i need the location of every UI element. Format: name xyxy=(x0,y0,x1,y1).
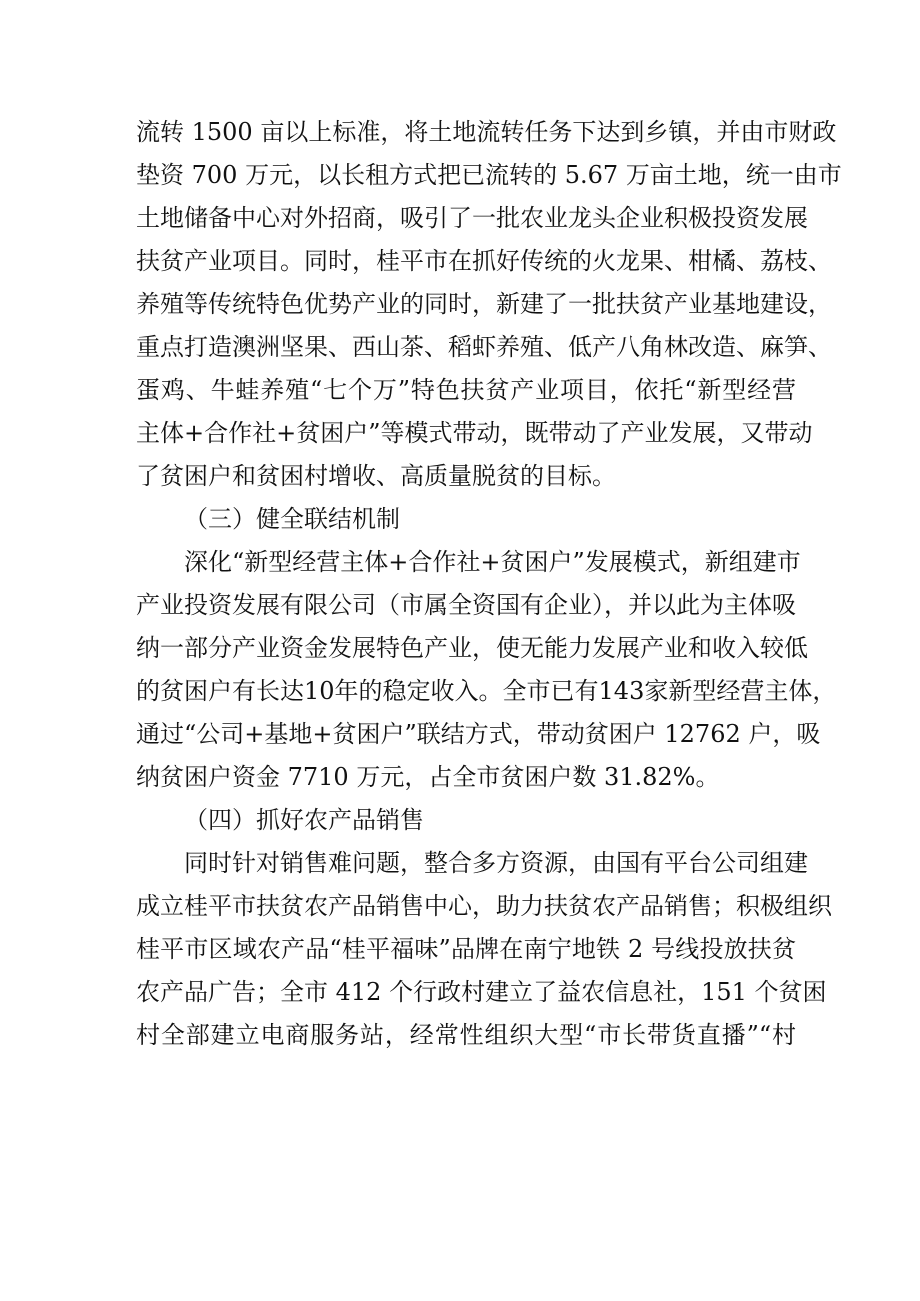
body-line: 农产品广告；全市 412 个行政村建立了益农信息社，151 个贫困 xyxy=(136,978,827,1006)
body-line: 扶贫产业项目。同时，桂平市在抓好传统的火龙果、柑橘、荔枝、 xyxy=(136,247,832,275)
body-line: 主体+合作社+贫困户”等模式带动，既带动了产业发展，又带动 xyxy=(136,419,813,447)
body-line: 产业投资发展有限公司（市属全资国有企业），并以此为主体吸 xyxy=(136,591,796,619)
body-line: 了贫困户和贫困村增收、高质量脱贫的目标。 xyxy=(136,462,616,490)
body-line: 重点打造澳洲坚果、西山茶、稻虾养殖、低产八角林改造、麻笋、 xyxy=(136,333,832,361)
body-line: 的贫困户有长达10年的稳定收入。全市已有143家新型经营主体， xyxy=(136,677,837,705)
body-line: 蛋鸡、牛蛙养殖“七个万”特色扶贫产业项目，依托“新型经营 xyxy=(136,376,796,404)
body-line: 纳贫困户资金 7710 万元，占全市贫困户数 31.82%。 xyxy=(136,763,720,791)
section-heading: （三）健全联结机制 xyxy=(184,505,400,533)
body-line: 通过“公司+基地+贫困户”联结方式，带动贫困户 12762 户，吸 xyxy=(136,720,821,748)
body-line: 纳一部分产业资金发展特色产业，使无能力发展产业和收入较低 xyxy=(136,634,808,662)
body-line: 成立桂平市扶贫农产品销售中心，助力扶贫农产品销售；积极组织 xyxy=(136,892,832,920)
body-line: 村全部建立电商服务站，经常性组织大型“市长带货直播”“村 xyxy=(136,1021,796,1049)
body-line: 深化“新型经营主体+合作社+贫困户”发展模式，新组建市 xyxy=(184,548,801,576)
body-line: 土地储备中心对外招商，吸引了一批农业龙头企业积极投资发展 xyxy=(136,204,808,232)
body-line: 桂平市区域农产品“桂平福味”品牌在南宁地铁 2 号线投放扶贫 xyxy=(136,935,796,963)
body-line: 垫资 700 万元，以长租方式把已流转的 5.67 万亩土地，统一由市 xyxy=(136,161,842,189)
section-heading: （四）抓好农产品销售 xyxy=(184,806,424,834)
body-line: 同时针对销售难问题，整合多方资源，由国有平台公司组建 xyxy=(184,849,808,877)
body-line: 养殖等传统特色优势产业的同时，新建了一批扶贫产业基地建设， xyxy=(136,290,832,318)
body-line: 流转 1500 亩以上标准，将土地流转任务下达到乡镇，并由市财政 xyxy=(136,118,837,146)
